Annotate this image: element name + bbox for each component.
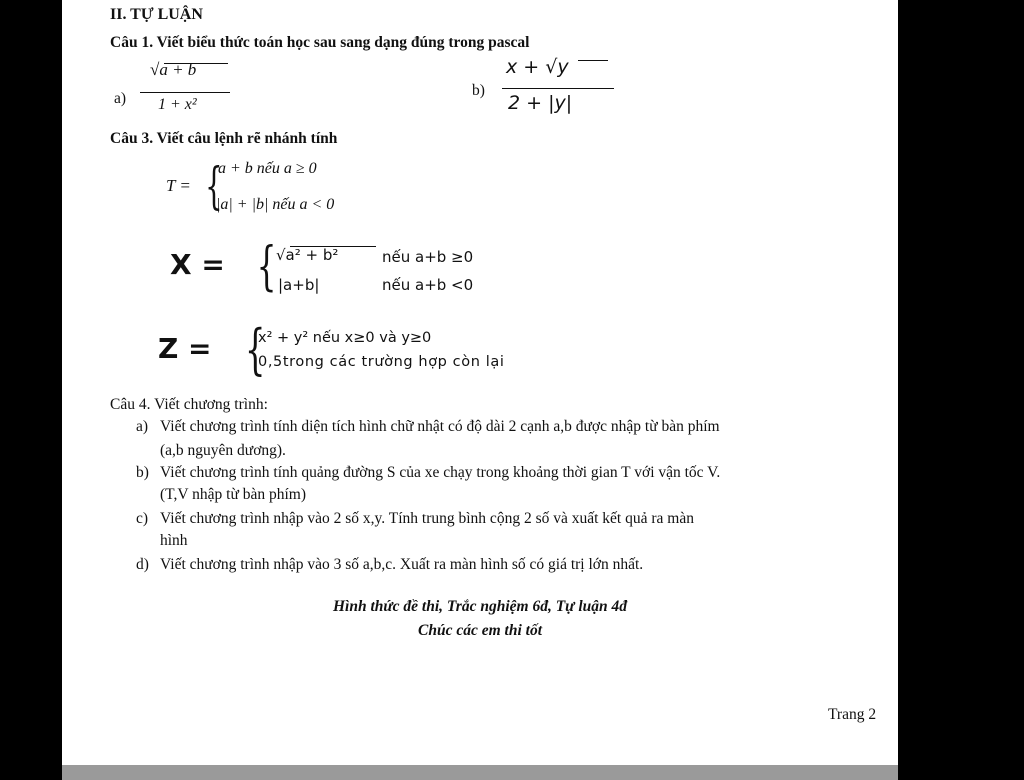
q1-b-fraction (502, 52, 622, 118)
document-page (62, 0, 898, 780)
q1-b-denominator: 2 + |y| (508, 92, 573, 114)
question-1-title: Câu 1. Viết biểu thức toán học sau sang dạng đúng trong pascal (110, 34, 530, 51)
x-case-2-expr: |a+b| (278, 276, 320, 294)
q4-a-line1: Viết chương trình tính diện tích hình chữ nhật có độ dài 2 cạnh a,b được nhập từ bàn phím (160, 418, 720, 435)
q1-a-denominator: 1 + x² (158, 96, 197, 113)
question-4-title: Câu 4. Viết chương trình: (110, 396, 268, 413)
q1-b-numerator: x + √y (506, 56, 569, 78)
q4-b-label: b) (136, 464, 149, 481)
x-case-2-cond: nếu a+b <0 (382, 276, 474, 294)
q4-c-line1: Viết chương trình nhập vào 2 số x,y. Tính trung bình cộng 2 số và xuất kết quả ra màn (160, 510, 694, 527)
t-lhs: T = (166, 176, 191, 195)
exam-form-note: Hình thức đề thi, Trắc nghiệm 6đ, Tự luận 4đ (332, 598, 628, 615)
page-number: Trang 2 (828, 706, 877, 723)
x-case-1-cond: nếu a+b ≥0 (382, 248, 474, 266)
q4-d-label: d) (136, 556, 149, 573)
good-luck-note: Chúc các em thi tốt (418, 622, 542, 639)
q1-a-fraction (140, 58, 240, 118)
x-lhs: X = (170, 248, 225, 281)
q4-c-label: c) (136, 510, 149, 527)
q4-a-line2: (a,b nguyên dương). (160, 442, 286, 459)
z-case-1: x² + y² nếu x≥0 và y≥0 (258, 330, 432, 346)
t-brace: { (205, 157, 223, 215)
q4-a-label: a) (136, 418, 149, 435)
z-brace: { (244, 318, 266, 381)
z-case-2: 0,5trong các trường hợp còn lại (258, 354, 505, 370)
page-bottom-edge (62, 765, 898, 780)
t-case-2: |a| + |b| nếu a < 0 (216, 196, 335, 213)
section-title: II. TỰ LUẬN (110, 6, 203, 23)
q1-b-label: b) (472, 82, 485, 99)
x-brace: { (256, 237, 277, 297)
question-3-title: Câu 3. Viết câu lệnh rẽ nhánh tính (110, 130, 338, 147)
q1-a-numerator: √a + b (150, 60, 197, 79)
q4-b-line1: Viết chương trình tính quảng đường S của xe chạy trong khoảng thời gian T với vận tốc V. (160, 464, 721, 481)
x-case-1-expr: √a² + b² (276, 246, 339, 264)
z-lhs: Z = (158, 332, 212, 365)
q4-c-line2: hình (160, 532, 188, 549)
q4-b-line2: (T,V nhập từ bàn phím) (160, 486, 307, 503)
q1-a-label: a) (114, 90, 127, 107)
t-case-1: a + b nếu a ≥ 0 (218, 160, 317, 177)
q4-d-line1: Viết chương trình nhập vào 3 số a,b,c. Xuất ra màn hình số có giá trị lớn nhất. (160, 556, 644, 573)
